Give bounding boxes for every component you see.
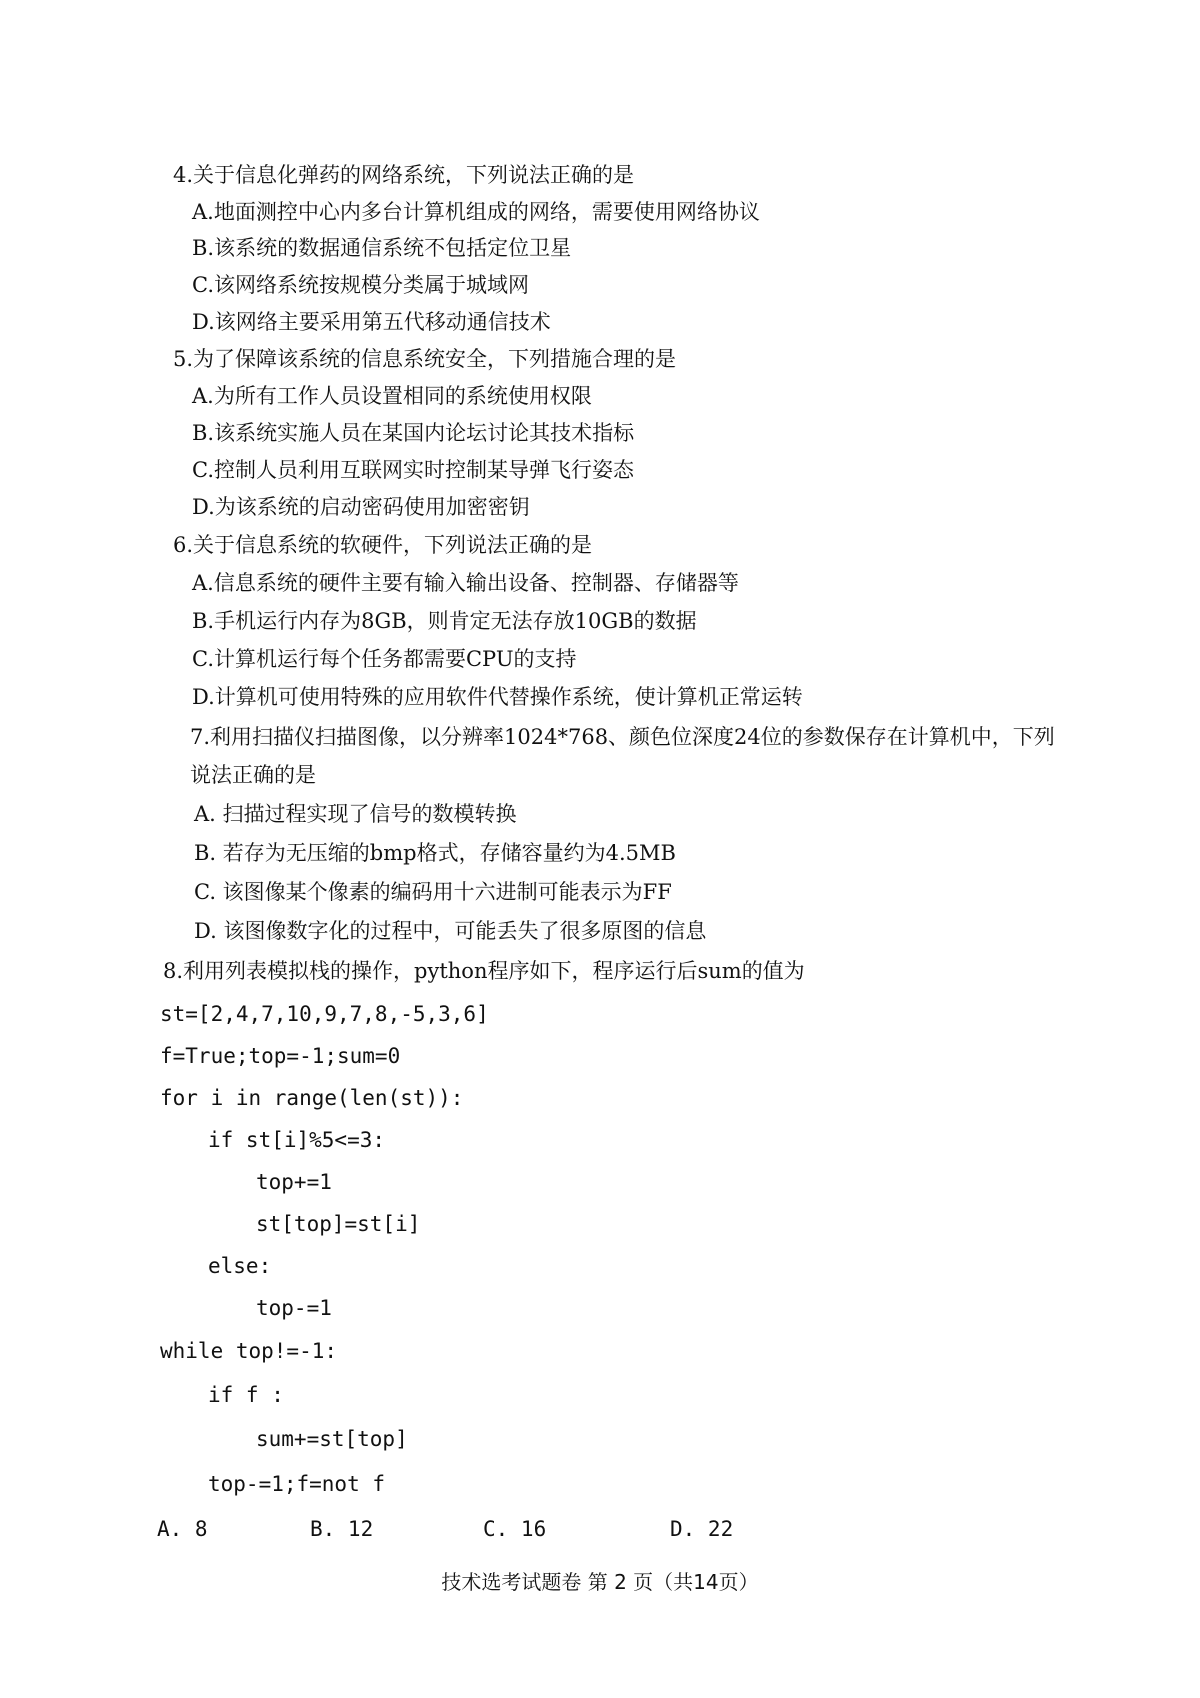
question-6-option-a: A.信息系统的硬件主要有输入输出设备、控制器、存储器等 — [192, 571, 739, 595]
code-line: sum+=st[top] — [256, 1427, 408, 1451]
question-7-option-a: A. 扫描过程实现了信号的数模转换 — [194, 802, 517, 826]
question-5-option-a: A.为所有工作人员设置相同的系统使用权限 — [192, 384, 592, 408]
code-line: top-=1 — [256, 1296, 332, 1320]
question-4-option-b: B.该系统的数据通信系统不包括定位卫星 — [192, 236, 572, 260]
question-4-option-a: A.地面测控中心内多台计算机组成的网络，需要使用网络协议 — [192, 200, 760, 224]
question-6-stem: 6.关于信息系统的软硬件，下列说法正确的是 — [173, 533, 593, 557]
question-8-stem: 8.利用列表模拟栈的操作，python程序如下，程序运行后sum的值为 — [163, 959, 805, 983]
question-7-option-c: C. 该图像某个像素的编码用十六进制可能表示为FF — [194, 880, 672, 904]
question-7-option-b: B. 若存为无压缩的bmp格式，存储容量约为4.5MB — [194, 841, 676, 865]
page-footer: 技术选考试题卷 第 2 页（共14页） — [441, 1570, 759, 1594]
answer-option-d: D. 22 — [670, 1517, 734, 1541]
question-7-stem-line2: 说法正确的是 — [190, 763, 316, 787]
question-4-option-c: C.该网络系统按规模分类属于城域网 — [192, 273, 529, 297]
code-line: f=True;top=-1;sum=0 — [160, 1044, 401, 1068]
question-4-stem: 4.关于信息化弹药的网络系统，下列说法正确的是 — [173, 163, 635, 187]
question-6-option-b: B.手机运行内存为8GB，则肯定无法存放10GB的数据 — [192, 609, 697, 633]
answer-option-c: C. 16 — [483, 1517, 547, 1541]
code-line: if st[i]%5<=3: — [208, 1128, 386, 1152]
question-7-stem-line1: 7.利用扫描仪扫描图像，以分辨率1024*768、颜色位深度24位的参数保存在计算机中，下列 — [190, 725, 1055, 749]
code-line: if f : — [208, 1383, 284, 1407]
question-5-option-b: B.该系统实施人员在某国内论坛讨论其技术指标 — [192, 421, 635, 445]
question-4-option-d: D.该网络主要采用第五代移动通信技术 — [192, 310, 551, 334]
question-5-stem: 5.为了保障该系统的信息系统安全，下列措施合理的是 — [173, 347, 677, 371]
code-line: st[top]=st[i] — [256, 1212, 421, 1236]
code-line: top+=1 — [256, 1170, 332, 1194]
question-5-option-c: C.控制人员利用互联网实时控制某导弹飞行姿态 — [192, 458, 634, 482]
code-line: top-=1;f=not f — [208, 1472, 386, 1496]
question-6-option-d: D.计算机可使用特殊的应用软件代替操作系统，使计算机正常运转 — [192, 685, 803, 709]
question-6-option-c: C.计算机运行每个任务都需要CPU的支持 — [192, 647, 577, 671]
answer-option-b: B. 12 — [310, 1517, 374, 1541]
code-line: while top!=-1: — [160, 1339, 338, 1363]
code-line: else: — [208, 1254, 272, 1278]
question-5-option-d: D.为该系统的启动密码使用加密密钥 — [192, 495, 530, 519]
code-line: for i in range(len(st)): — [160, 1086, 464, 1110]
answer-option-a: A. 8 — [157, 1517, 208, 1541]
question-7-option-d: D. 该图像数字化的过程中，可能丢失了很多原图的信息 — [194, 919, 707, 943]
code-line: st=[2,4,7,10,9,7,8,-5,3,6] — [160, 1002, 489, 1026]
